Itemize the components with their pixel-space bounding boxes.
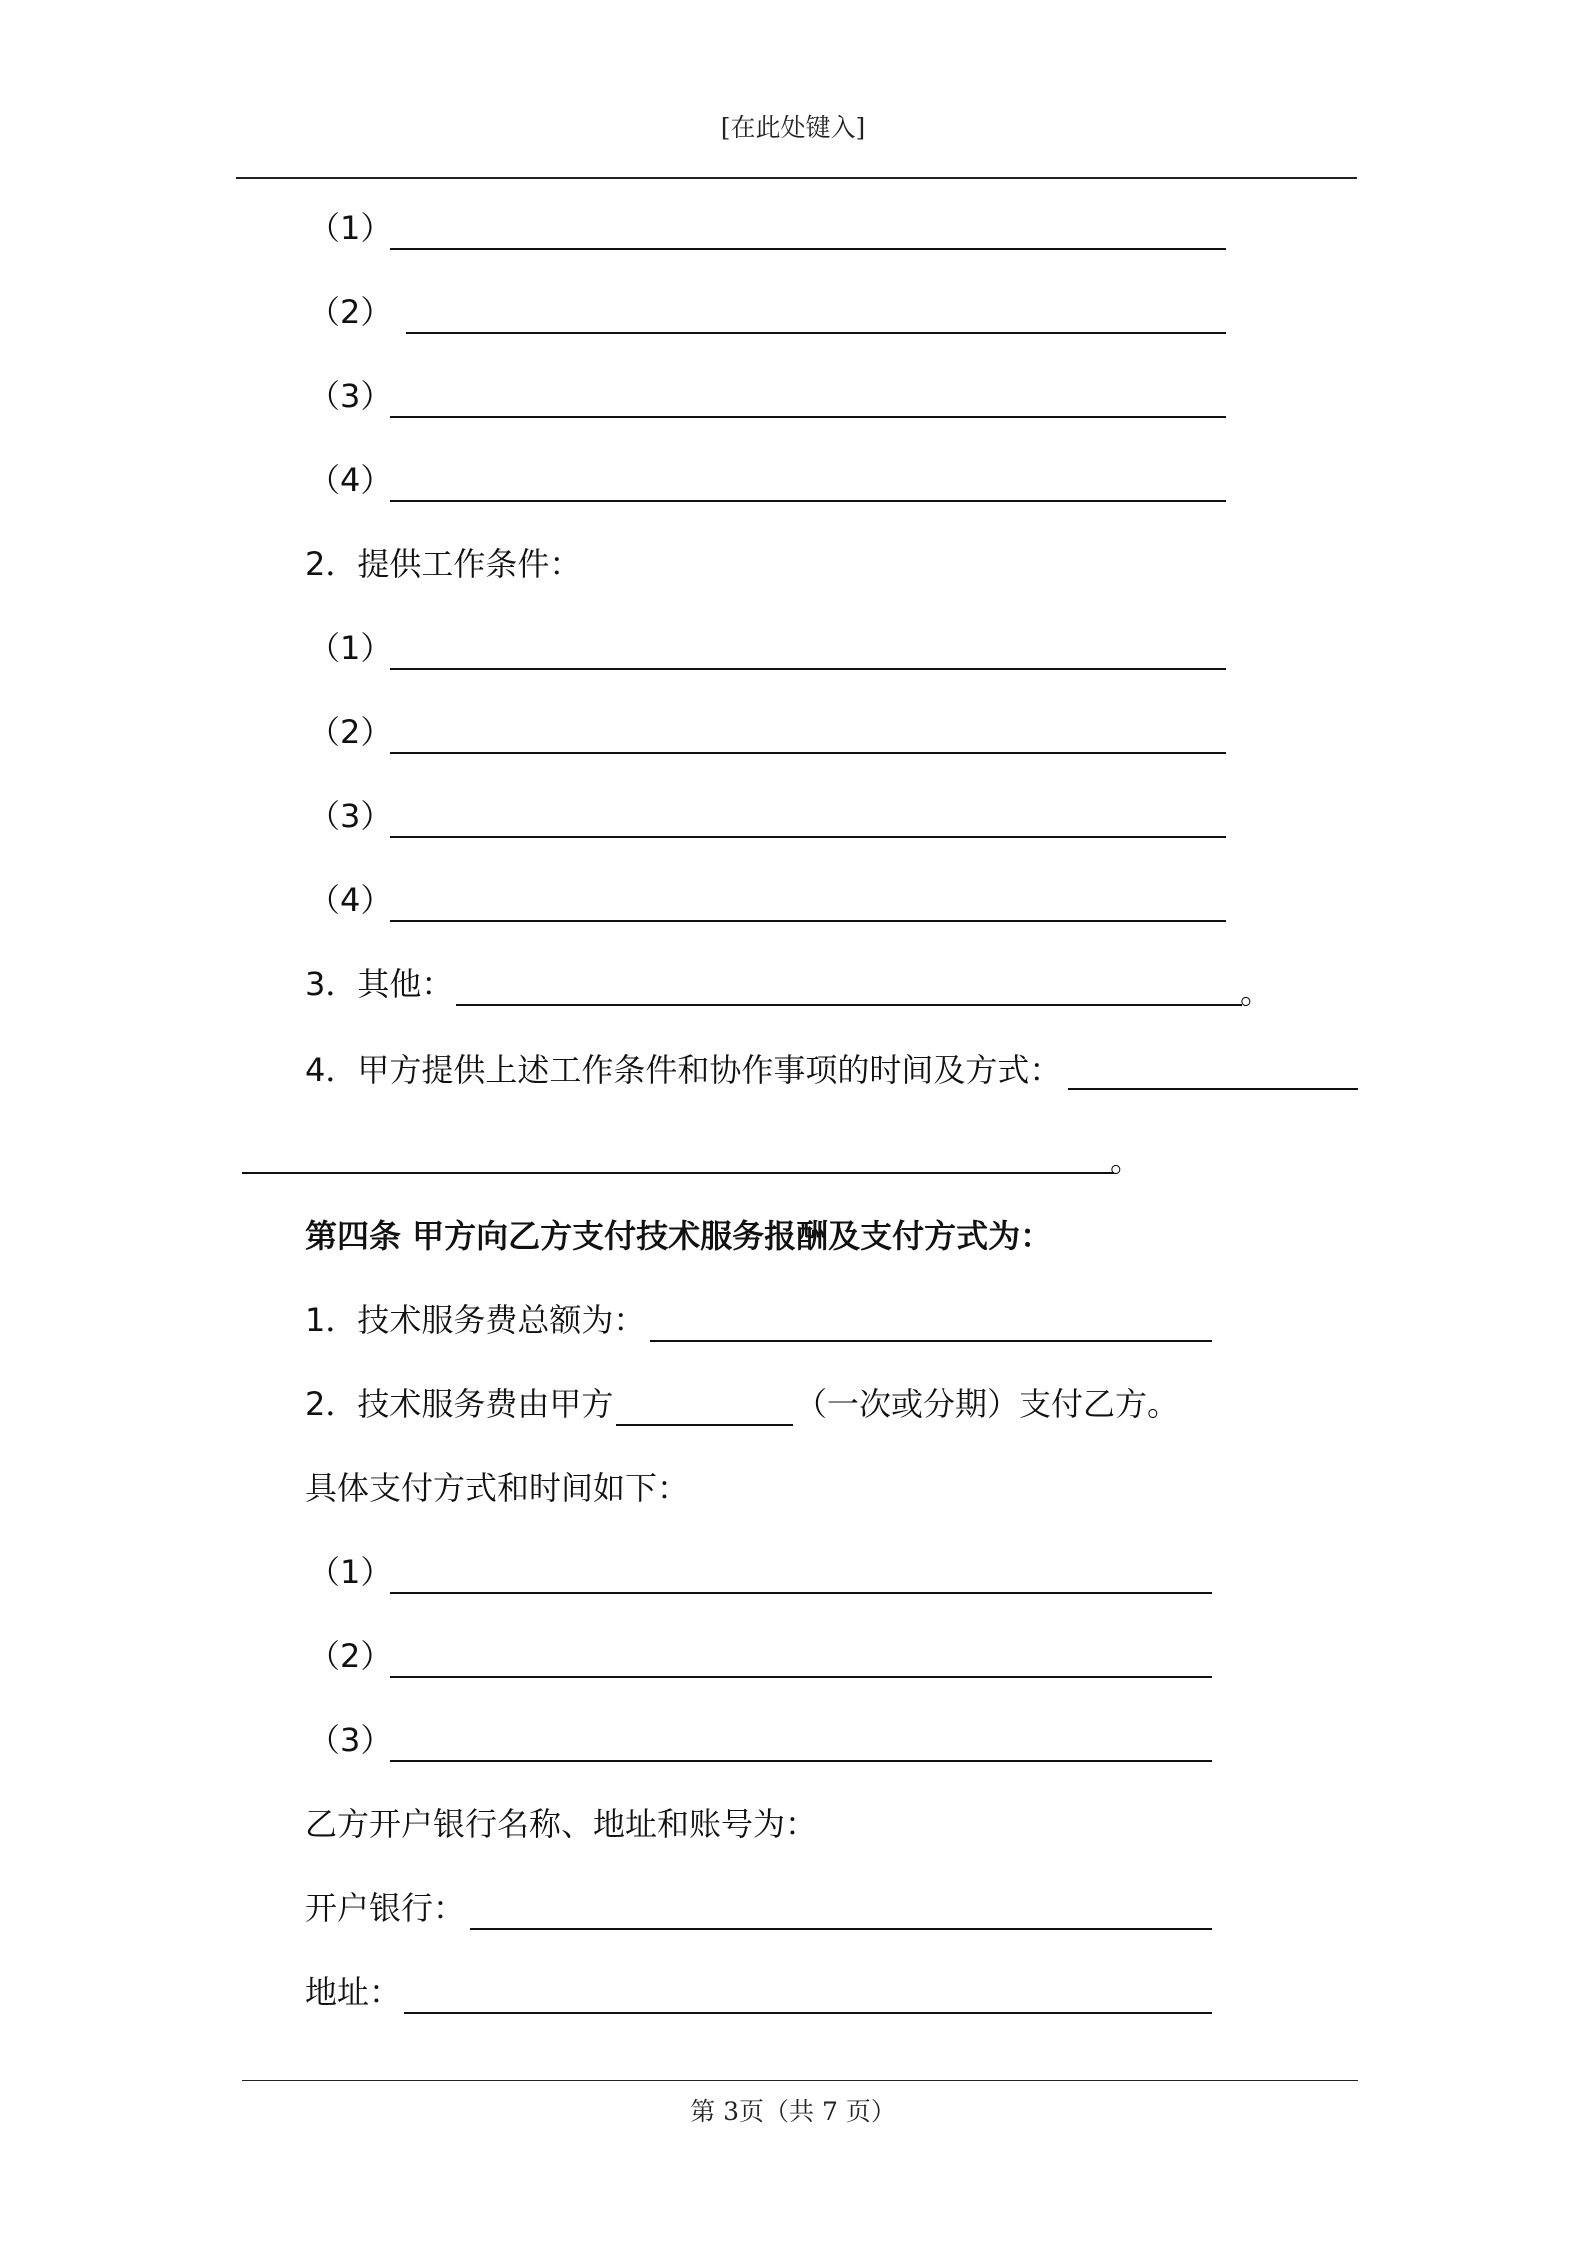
blank-field[interactable] [390,668,1226,670]
list-item-label: （1） [308,1553,393,1591]
blank-field[interactable] [390,1676,1212,1678]
blank-field[interactable] [390,920,1226,922]
time-method-label: 4．甲方提供上述工作条件和协作事项的时间及方式： [305,1051,1062,1089]
list-item-label: （3） [308,797,393,835]
blank-field[interactable] [390,248,1226,250]
footer-rule [242,2080,1358,2081]
blank-field[interactable] [390,1592,1212,1594]
bank-heading: 乙方开户银行名称、地址和账号为： [305,1805,818,1843]
blank-field[interactable] [390,500,1226,502]
list-item-label: （1） [308,209,393,247]
page-header-text: [在此处键入] [720,113,866,142]
blank-field[interactable] [390,836,1226,838]
blank-field[interactable] [390,416,1226,418]
time-method-blank-1[interactable] [1068,1088,1358,1090]
article4-title: 第四条 甲方向乙方支付技术服务报酬及支付方式为： [305,1217,1053,1255]
bank-blank[interactable] [470,1928,1212,1930]
list-item-label: （2） [308,1637,393,1675]
list-item-label: （3） [308,377,393,415]
payment-detail-heading: 具体支付方式和时间如下： [305,1469,690,1507]
fee-total-blank[interactable] [650,1340,1212,1342]
fee-total-label: 1．技术服务费总额为： [305,1301,646,1339]
bank-label: 开户银行： [305,1889,466,1927]
list-item-label: （4） [308,881,393,919]
fee-payment-prefix: 2．技术服务费由甲方 [305,1385,614,1423]
address-label: 地址： [305,1973,402,2011]
blank-field[interactable] [390,752,1226,754]
other-label: 3．其他： [305,965,454,1003]
work-conditions-heading: 2．提供工作条件： [305,545,582,583]
time-method-period: 。 [1110,1141,1143,1179]
time-method-blank-2[interactable] [242,1172,1114,1174]
fee-payment-blank[interactable] [616,1424,793,1426]
list-item-label: （2） [308,293,393,331]
page-number: 第 3页（共 7 页） [690,2097,896,2126]
list-item-label: （2） [308,713,393,751]
fee-payment-suffix: （一次或分期）支付乙方。 [795,1385,1180,1423]
other-blank[interactable] [456,1004,1242,1006]
other-period: 。 [1240,973,1273,1011]
blank-field[interactable] [406,332,1226,334]
header-rule [236,177,1357,179]
list-item-label: （3） [308,1721,393,1759]
list-item-label: （4） [308,461,393,499]
list-item-label: （1） [308,629,393,667]
blank-field[interactable] [390,1760,1212,1762]
address-blank[interactable] [404,2012,1212,2014]
